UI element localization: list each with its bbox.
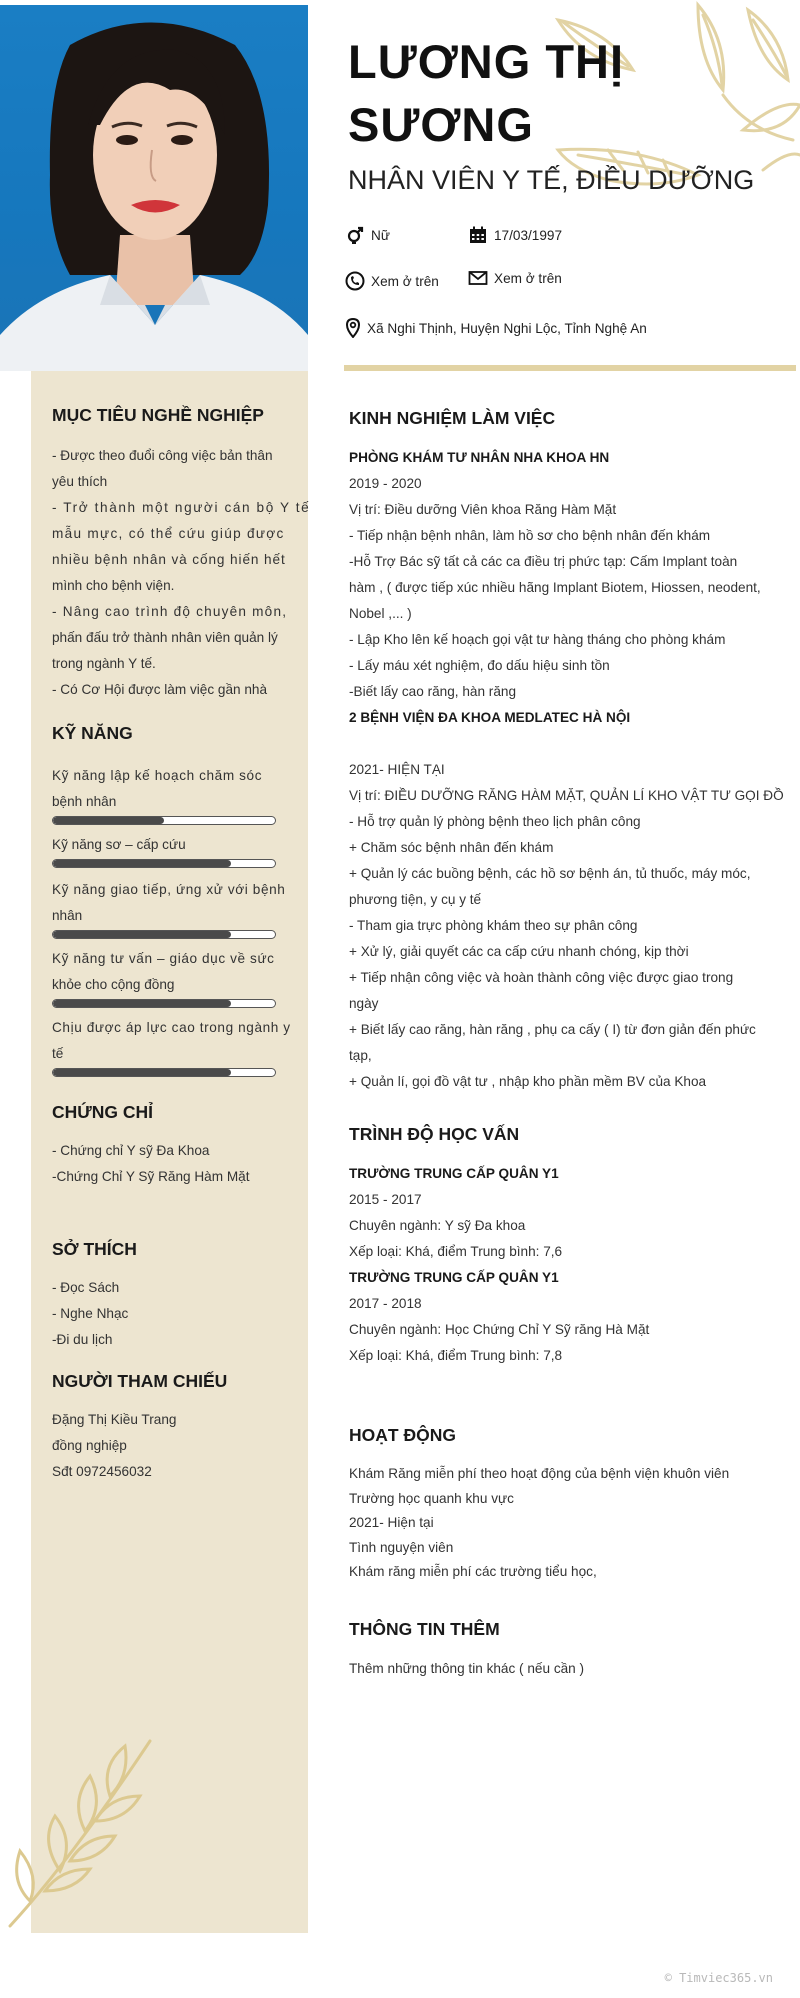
school-name: TRƯỜNG TRUNG CẤP QUÂN Y1 — [349, 1166, 559, 1181]
education-list — [349, 1161, 769, 1369]
job-line: -Biết lấy cao răng, hàn răng — [349, 684, 517, 699]
certificates-title: CHỨNG CHỈ — [52, 1102, 154, 1122]
address-text: Xã Nghi Thịnh, Huyện Nghi Lộc, Tỉnh Nghệ An — [367, 320, 647, 336]
job-line: Nobel ,... ) — [349, 606, 412, 621]
birthday-text: 17/03/1997 — [494, 227, 563, 243]
skill-level-fill — [53, 1000, 231, 1007]
experience-list — [349, 445, 784, 1095]
job-line: hàm , ( được tiếp xúc nhiều hãng Implant Biotem, Hiossen, neodent, — [349, 580, 761, 595]
gender-info — [345, 225, 390, 245]
job-line: phương tiện, y cụ y tế — [349, 892, 482, 907]
hobby-item: - Nghe Nhạc — [52, 1306, 129, 1321]
header-divider — [344, 365, 796, 371]
activity-line: Trường học quanh khu vực — [349, 1490, 514, 1506]
skill-label-line: bệnh nhân — [52, 794, 117, 809]
objective-title: MỤC TIÊU NGHỀ NGHIỆP — [52, 405, 264, 425]
skill-label — [52, 877, 288, 929]
skill-label — [52, 946, 288, 998]
skill-level-bar — [52, 930, 276, 939]
skill-label-line: tế — [52, 1046, 64, 1061]
job-line: - Hỗ trợ quản lý phòng bệnh theo lịch phân công — [349, 814, 641, 829]
skill-label — [52, 763, 288, 815]
skill-level-bar — [52, 1068, 276, 1077]
references-title: NGƯỜI THAM CHIẾU — [52, 1371, 228, 1391]
school-name: TRƯỜNG TRUNG CẤP QUÂN Y1 — [349, 1270, 559, 1285]
job-line: + Quản lí, gọi đồ vật tư , nhập kho phần mềm BV của Khoa — [349, 1074, 707, 1089]
phone-text: Xem ở trên — [371, 273, 439, 289]
objective-line: mình cho bệnh viện. — [52, 578, 175, 593]
phone-icon — [345, 271, 365, 291]
additional-list — [349, 1656, 769, 1682]
skill-label-line: Kỹ năng sơ – cấp cứu — [52, 837, 186, 852]
objective-line: - Trở thành một người cán bộ Y tế — [52, 500, 311, 515]
references-list — [52, 1407, 288, 1485]
skill-level-bar — [52, 999, 276, 1008]
phone-info — [345, 271, 439, 291]
job-line: - Tiếp nhận bệnh nhân, làm hồ sơ cho bệnh nhân đến khám — [349, 528, 711, 543]
skill-label — [52, 1015, 291, 1067]
skill-level-bar — [52, 816, 276, 825]
experience-title: KINH NGHIỆM LÀM VIỆC — [349, 408, 556, 428]
activity-line: Khám Răng miễn phí theo hoạt động của bệnh viện khuôn viên — [349, 1466, 730, 1481]
activity-line: Khám răng miễn phí các trường tiểu học, — [349, 1564, 597, 1579]
school-line: Chuyên ngành: Học Chứng Chỉ Y Sỹ răng Hà Mặt — [349, 1322, 650, 1337]
objective-line: - Có Cơ Hội được làm việc gần nhà — [52, 682, 268, 697]
job-line: Vị trí: ĐIỀU DƯỠNG RĂNG HÀM MẶT, QUẢN LÍ KHO VẬT TƯ GỌI ĐỒ — [349, 788, 784, 803]
candidate-name — [348, 30, 768, 156]
job-company: PHÒNG KHÁM TƯ NHÂN NHA KHOA HN — [349, 450, 610, 465]
reference-line: Đặng Thị Kiều Trang — [52, 1412, 177, 1427]
job-line: 2019 - 2020 — [349, 476, 422, 491]
skill-label-line: Kỹ năng lập kế hoạch chăm sóc — [52, 768, 263, 783]
school-line: Xếp loại: Khá, điểm Trung bình: 7,8 — [349, 1348, 563, 1363]
reference-line: Sđt 0972456032 — [52, 1464, 152, 1479]
objective-line: phấn đấu trở thành nhân viên quản lý — [52, 630, 278, 645]
profile-photo — [0, 5, 308, 371]
activities-list — [349, 1462, 769, 1585]
skill-label-line: nhân — [52, 908, 83, 923]
address-info — [345, 318, 647, 338]
job-line: tạp, — [349, 1048, 372, 1063]
job-line: + Xử lý, giải quyết các ca cấp cứu nhanh chóng, kịp thời — [349, 944, 689, 959]
job-line: + Tiếp nhận công việc và hoàn thành công việc được giao trong — [349, 970, 734, 985]
skill-level-bar — [52, 859, 276, 868]
job-line: - Lấy máu xét nghiệm, đo dấu hiệu sinh tồn — [349, 658, 610, 673]
job-company: 2 BỆNH VIỆN ĐA KHOA MEDLATEC HÀ NỘI — [349, 710, 631, 725]
objective-line: yêu thích — [52, 474, 108, 489]
certificate-item: -Chứng Chỉ Y Sỹ Răng Hàm Mặt — [52, 1169, 250, 1184]
skill-label-line: Kỹ năng tư vấn – giáo dục về sức — [52, 951, 275, 966]
activity-line: Tình nguyện viên — [349, 1539, 454, 1555]
leaf-decoration-icon — [0, 1721, 200, 1933]
email-info — [468, 268, 562, 288]
skill-level-fill — [53, 817, 164, 824]
hobby-item: - Đọc Sách — [52, 1280, 120, 1295]
objective-line: - Được theo đuổi công việc bản thân — [52, 448, 273, 463]
hobby-item: -Đi du lịch — [52, 1332, 113, 1347]
skill-label-line: Chịu được áp lực cao trong ngành y — [52, 1020, 291, 1035]
name-line-2: SƯƠNG — [348, 98, 534, 151]
skill-label-line: khỏe cho cộng đồng — [52, 977, 175, 992]
certificate-item: - Chứng chỉ Y sỹ Đa Khoa — [52, 1143, 210, 1158]
objective-text — [52, 443, 311, 703]
school-line: 2017 - 2018 — [349, 1296, 422, 1311]
hobbies-title: SỞ THÍCH — [52, 1239, 137, 1259]
name-line-1: LƯƠNG THỊ — [348, 35, 625, 88]
hobbies-list — [52, 1275, 288, 1353]
activities-title: HOẠT ĐỘNG — [349, 1425, 456, 1445]
mail-icon — [468, 268, 488, 288]
skill-level-fill — [53, 1069, 231, 1076]
gender-text: Nữ — [371, 227, 390, 243]
job-line: + Quản lý các buồng bệnh, các hồ sơ bệnh án, tủ thuốc, máy móc, — [349, 866, 751, 881]
sidebar — [31, 371, 311, 1933]
spacer — [349, 731, 769, 757]
skill-label-line: Kỹ năng giao tiếp, ứng xử với bệnh — [52, 882, 286, 897]
school-line: 2015 - 2017 — [349, 1192, 422, 1207]
job-line: - Lập Kho lên kế hoạch gọi vật tư hàng tháng cho phòng khám — [349, 632, 726, 647]
objective-line: - Nâng cao trình độ chuyên môn, — [52, 604, 288, 619]
additional-text: Thêm những thông tin khác ( nếu cần ) — [349, 1661, 585, 1676]
calendar-icon — [468, 225, 488, 245]
job-line: ngày — [349, 996, 379, 1011]
skill-level-fill — [53, 860, 231, 867]
objective-line: nhiều bệnh nhân và cống hiến hết — [52, 552, 286, 567]
skills-title: KỸ NĂNG — [52, 723, 133, 743]
objective-line: trong ngành Y tế. — [52, 656, 156, 671]
objective-line: mẫu mực, có thể cứu giúp được — [52, 526, 285, 541]
job-line: 2021- HIỆN TẠI — [349, 762, 445, 777]
job-line: + Biết lấy cao răng, hàn răng , phụ ca cấy ( I) từ đơn giản đến phức — [349, 1022, 756, 1037]
birthday-info — [468, 225, 562, 245]
school-line: Chuyên ngành: Y sỹ Đa khoa — [349, 1218, 526, 1233]
job-line: + Chăm sóc bệnh nhân đến khám — [349, 840, 554, 855]
education-title: TRÌNH ĐỘ HỌC VẤN — [349, 1124, 520, 1144]
watermark: © Timviec365.vn — [664, 1971, 773, 1985]
certificates-list — [52, 1138, 288, 1190]
location-icon — [345, 318, 361, 338]
job-line: - Tham gia trực phòng khám theo sự phân công — [349, 918, 638, 933]
job-line: Vị trí: Điều dưỡng Viên khoa Răng Hàm Mặt — [349, 502, 617, 517]
skill-level-fill — [53, 931, 231, 938]
email-text: Xem ở trên — [494, 270, 562, 286]
job-line: -Hỗ Trợ Bác sỹ tất cả các ca điều trị phức tạp: Cấm Implant toàn — [349, 554, 738, 569]
activity-line: 2021- Hiện tại — [349, 1515, 434, 1530]
school-line: Xếp loại: Khá, điểm Trung bình: 7,6 — [349, 1244, 563, 1259]
skill-label — [52, 832, 288, 858]
reference-line: đồng nghiệp — [52, 1438, 127, 1453]
additional-title: THÔNG TIN THÊM — [349, 1619, 500, 1639]
gender-icon — [345, 225, 365, 245]
job-title: NHÂN VIÊN Y TẾ, ĐIỀU DƯỠNG — [348, 165, 755, 195]
